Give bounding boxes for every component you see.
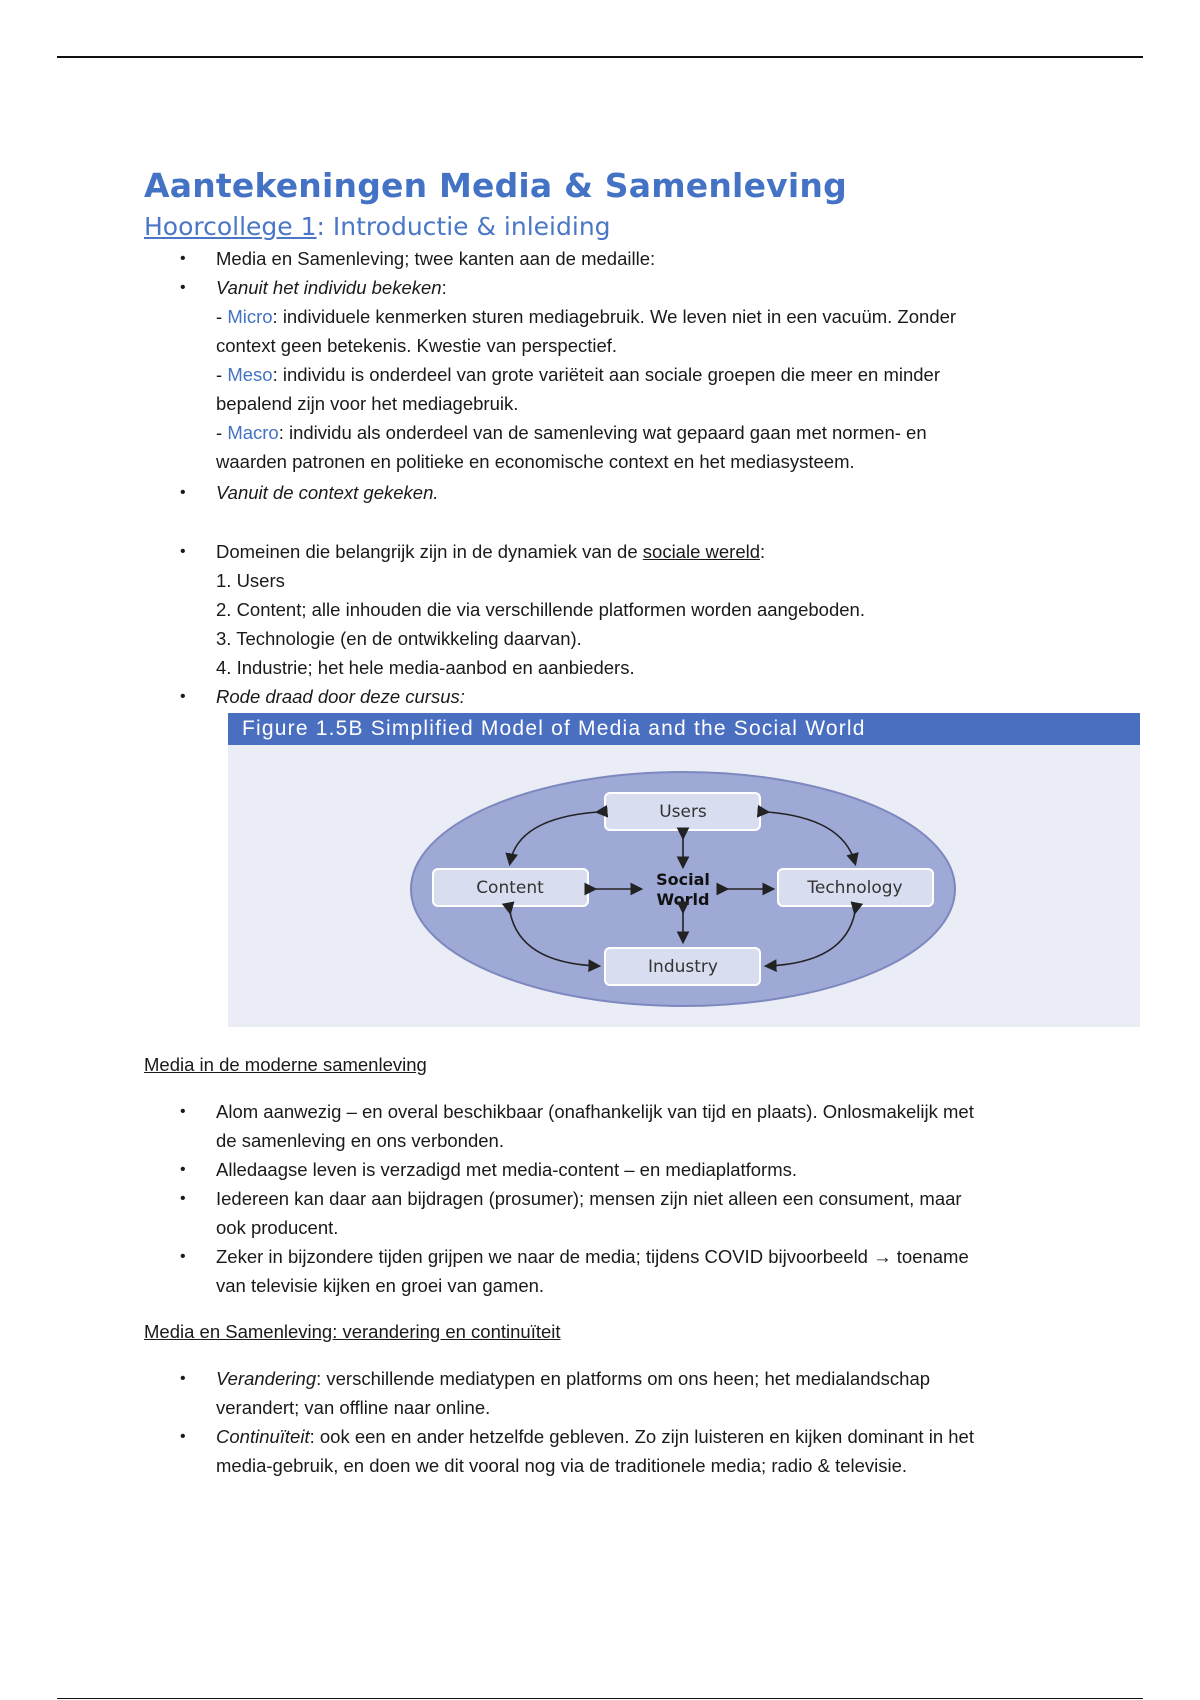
- figure-title: Figure 1.5B Simplified Model of Media and the Social World: [242, 717, 866, 740]
- bullet-marker: •: [180, 1190, 186, 1207]
- continuiteit-line-1: Continuïteit: ook een en ander hetzelfde gebleven. Zo zijn luisteren en kijken dominant in het: [216, 1426, 974, 1447]
- bullet-marker: •: [180, 1103, 186, 1120]
- micro-line-1: - Micro: individuele kenmerken sturen mediagebruik. We leven niet in een vacuüm. Zonder: [216, 306, 957, 327]
- macro-line-1: - Macro: individu als onderdeel van de samenleving wat gepaard gaan met normen- en: [216, 422, 927, 443]
- section-heading-moderne-samenleving: Media in de moderne samenleving: [144, 1054, 427, 1075]
- individu-label: Vanuit het individu bekeken: [216, 277, 442, 298]
- section-heading-verandering-continuiteit: Media en Samenleving: verandering en continuïteit: [144, 1321, 561, 1342]
- moderne-line: Iedereen kan daar aan bijdragen (prosumer); mensen zijn niet alleen een consument, maar: [216, 1188, 962, 1209]
- moderne-line: de samenleving en ons verbonden.: [216, 1130, 504, 1151]
- social-world-label-2: World: [656, 890, 710, 909]
- bullet-marker: •: [180, 484, 186, 501]
- domain-item: 2. Content; alle inhouden die via verschillende platformen worden aangeboden.: [216, 599, 865, 620]
- domain-item: 4. Industrie; het hele media-aanbod en aanbieders.: [216, 657, 635, 678]
- bullet-individu: Vanuit het individu bekeken:: [216, 277, 447, 298]
- footer-rule: [57, 1698, 1143, 1699]
- macro-line-2: waarden patronen en politieke en economische context en het mediasysteem.: [216, 451, 855, 472]
- social-world-figure: [228, 713, 1140, 1027]
- lecture-subtitle: [144, 212, 611, 241]
- bullet-marker: •: [180, 250, 186, 267]
- technology-node-label: Technology: [807, 878, 903, 898]
- continuiteit-term: Continuïteit: [216, 1426, 310, 1447]
- moderne-line: Alledaagse leven is verzadigd met media-content – en mediaplatforms.: [216, 1159, 798, 1180]
- lecture-topic: : Introductie & inleiding: [316, 212, 611, 241]
- micro-term: Micro: [227, 306, 273, 327]
- bullet-marker: •: [180, 1428, 186, 1445]
- industry-node-label: Industry: [648, 957, 718, 977]
- verandering-line-2: verandert; van offline naar online.: [216, 1397, 491, 1418]
- bullet-rode-draad: Rode draad door deze cursus:: [216, 686, 465, 707]
- bullet-marker: •: [180, 279, 186, 296]
- meso-line-2: bepalend zijn voor het mediagebruik.: [216, 393, 519, 414]
- bullet-marker: •: [180, 543, 186, 560]
- bullet-marker: •: [180, 688, 186, 705]
- verandering-term: Verandering: [216, 1368, 317, 1389]
- macro-term: Macro: [227, 422, 279, 443]
- social-world-label-1: Social: [656, 870, 710, 889]
- domain-item: 3. Technologie (en de ontwikkeling daarvan).: [216, 628, 582, 649]
- micro-line-2: context geen betekenis. Kwestie van perspectief.: [216, 335, 618, 356]
- document-title: Aantekeningen Media & Samenleving: [144, 166, 847, 205]
- figure-diagram: [228, 713, 1140, 1027]
- bullet-domeinen: Domeinen die belangrijk zijn in de dynamiek van de sociale wereld:: [216, 541, 766, 562]
- moderne-line: ook producent.: [216, 1217, 339, 1238]
- bullet-marker: •: [180, 1248, 186, 1265]
- bullet-marker: •: [180, 1370, 186, 1387]
- bullet-context: Vanuit de context gekeken.: [216, 482, 439, 503]
- meso-term: Meso: [227, 364, 273, 385]
- bullet-marker: •: [180, 1161, 186, 1178]
- moderne-line: Zeker in bijzondere tijden grijpen we naar de media; tijdens COVID bijvoorbeeld → toename: [216, 1246, 969, 1267]
- moderne-line: Alom aanwezig – en overal beschikbaar (onafhankelijk van tijd en plaats). Onlosmakelijk met: [216, 1101, 974, 1122]
- moderne-line: van televisie kijken en groei van gamen.: [216, 1275, 545, 1296]
- header-rule: [57, 56, 1143, 58]
- continuiteit-line-2: media-gebruik, en doen we dit vooral nog via de traditionele media; radio & televisie.: [216, 1455, 908, 1476]
- content-node-label: Content: [476, 878, 544, 898]
- users-node-label: Users: [659, 802, 707, 822]
- lecture-number: Hoorcollege 1: [144, 212, 317, 241]
- domain-item: 1. Users: [216, 570, 285, 591]
- bullet-media-samenleving: Media en Samenleving; twee kanten aan de medaille:: [216, 248, 656, 269]
- meso-line-1: - Meso: individu is onderdeel van grote variëteit aan sociale groepen die meer en minder: [216, 364, 940, 385]
- verandering-line-1: Verandering: verschillende mediatypen en platforms om ons heen; het medialandschap: [216, 1368, 931, 1389]
- sociale-wereld-term: sociale wereld: [642, 541, 761, 562]
